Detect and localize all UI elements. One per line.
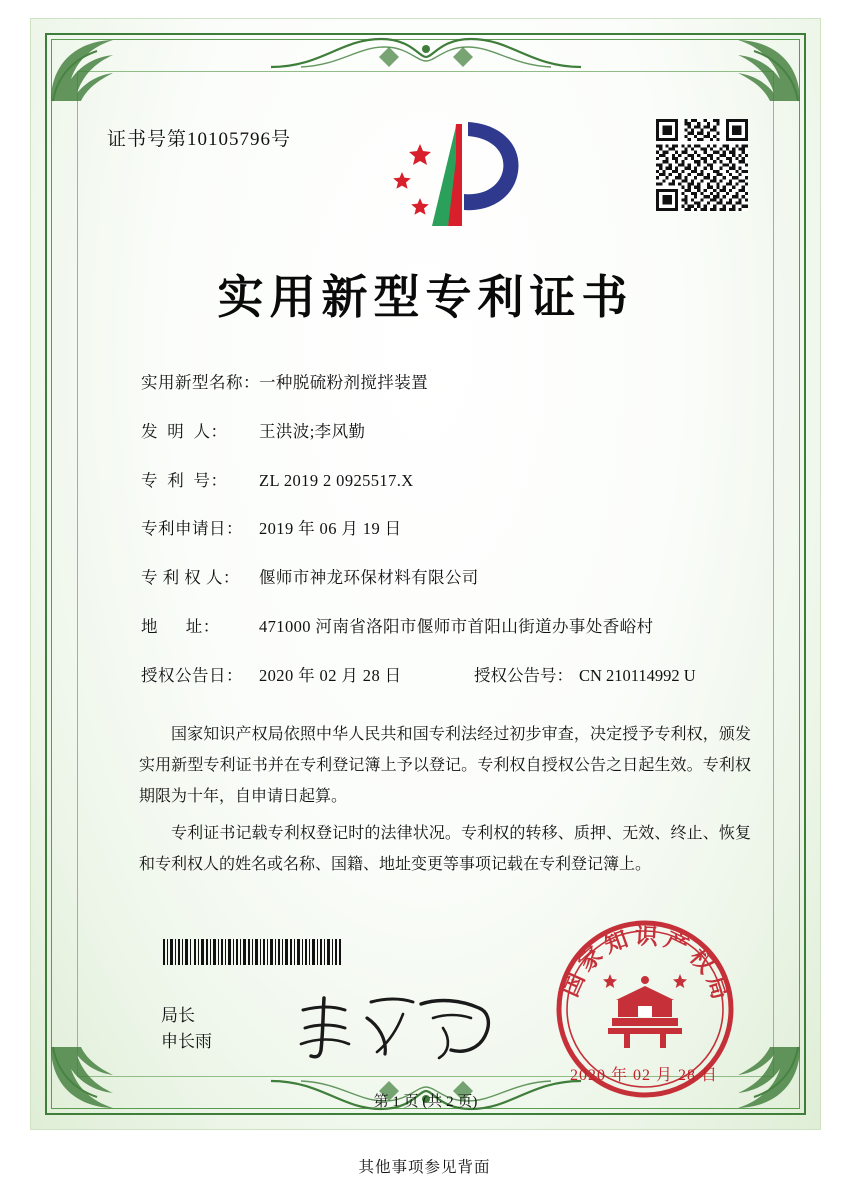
field-list <box>141 371 751 712</box>
field-label: 地 址： <box>141 616 220 636</box>
barcode-icon <box>163 939 341 965</box>
corner-ornament-icon <box>47 35 143 105</box>
certificate-number: 证书号第10105796号 <box>107 129 292 150</box>
seal-date: 2020 年 02 月 28 日 <box>569 1067 718 1084</box>
svg-text:国家知识产权局: 国家知识产权局 <box>556 922 736 1008</box>
field-label: 发 明 人： <box>141 421 228 441</box>
qr-code-icon <box>656 119 748 211</box>
field-label: 实用新型名称： <box>141 373 260 392</box>
field-value: 一种脱硫粉剂搅拌装置 <box>259 373 428 392</box>
paragraph-2: 专利证书记载专利权登记时的法律状况。专利权的转移、质押、无效、终止、恢复和专利权人的姓名或名称、国籍、地址变更等事项记载在专利登记簿上。 <box>139 825 751 873</box>
certificate-sheet <box>30 18 821 1130</box>
field-value: 2019 年 06 月 19 日 <box>259 519 402 539</box>
field-row-application-date <box>141 517 751 542</box>
flourish-ornament-icon <box>261 27 591 73</box>
field-label: 专 利 权 人： <box>141 568 240 587</box>
field-row-patentee <box>141 566 751 591</box>
field-row-utility-model-name <box>141 371 751 396</box>
field-value: 偃师市神龙环保材料有限公司 <box>259 568 479 587</box>
field-value: 王洪波;李风勤 <box>259 421 366 441</box>
field-row-inventor <box>141 420 751 445</box>
field-row-address <box>141 615 751 640</box>
handwritten-signature-icon <box>293 984 503 1064</box>
body-text <box>139 719 751 886</box>
signer-title: 局长 <box>161 1006 195 1025</box>
field-value: 471000 河南省洛阳市偃师市首阳山街道办事处香峪村 <box>259 616 654 636</box>
field-label: 专 利 号： <box>141 470 228 490</box>
page-number: 第 1 页 (共 2 页) <box>373 1094 478 1110</box>
corner-ornament-icon <box>708 35 804 105</box>
field-value-grant-date: 2020 年 02 月 28 日 <box>259 665 402 685</box>
signer-name: 申长雨 <box>161 1032 212 1051</box>
paragraph-1: 国家知识产权局依照中华人民共和国专利法经过初步审查，决定授予专利权，颁发实用新型专利证书并在专利登记簿上予以登记。专利权自授权公告之日起生效。专利权期限为十年，自申请日起算。 <box>139 726 751 805</box>
page-title: 实用新型专利证书 <box>217 270 634 324</box>
field-label-grant-number: 授权公告号： <box>474 665 573 685</box>
field-value: ZL 2019 2 0925517.X <box>259 470 414 490</box>
field-row-patent-number <box>141 469 751 494</box>
field-value-grant-number: CN 210114992 U <box>579 665 696 685</box>
cnipa-logo-icon <box>386 114 526 239</box>
footer-note: 其他事项参见背面 <box>358 1159 491 1176</box>
field-label: 专利申请日： <box>141 519 243 539</box>
signer-block <box>161 1003 212 1055</box>
field-row-grant-announcement <box>141 664 751 689</box>
field-label-grant-date: 授权公告日： <box>141 665 243 685</box>
